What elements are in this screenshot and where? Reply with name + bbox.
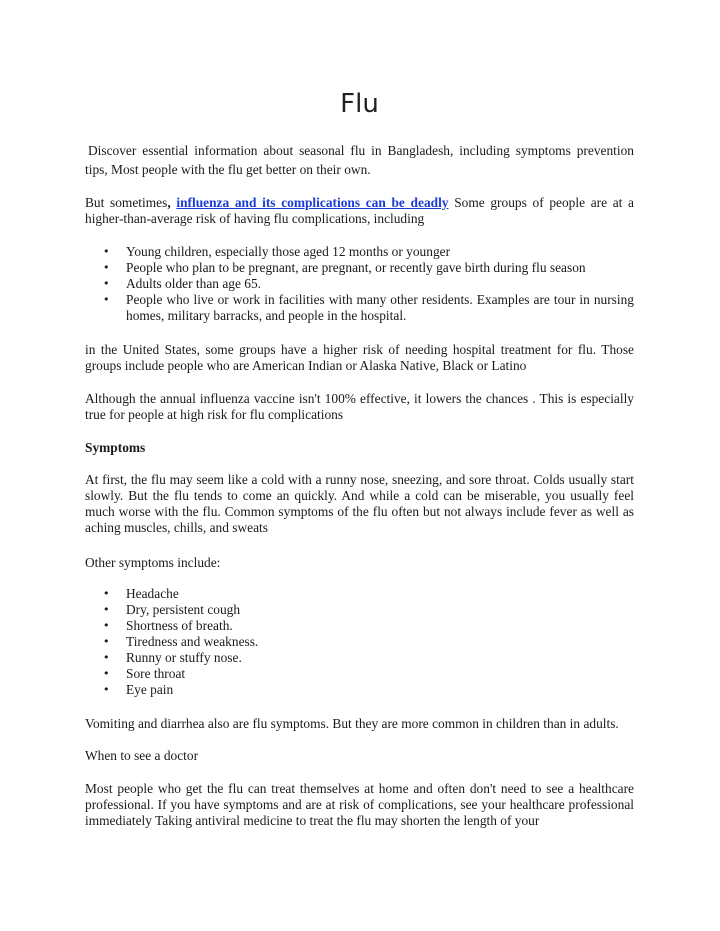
list-item: • Dry, persistent cough (85, 602, 634, 618)
symptoms-paragraph: At first, the flu may seem like a cold with a runny nose, sneezing, and sore throat. Colds usually start slowly. But the flu tends to come an quickly. And while a cold can be miserable, you usually feel much worse with the flu. Common symptoms of the flu often but not always include fever as well as aching muscles, chills, and sweats (85, 472, 634, 535)
list-item: • Shortness of breath. (85, 618, 634, 634)
list-item: • Headache (85, 586, 634, 602)
risk-groups-list (85, 244, 634, 324)
vomiting-paragraph: Vomiting and diarrhea also are flu symptoms. But they are more common in children than in adults. (85, 716, 619, 731)
complications-link[interactable]: influenza and its complications can be deadly (176, 195, 449, 210)
vaccine-paragraph: Although the annual influenza vaccine isn't 100% effective, it lowers the chances . This is especially true for people at high risk for flu complications (85, 391, 634, 422)
list-item: • People who plan to be pregnant, are pregnant, or recently gave birth during flu season (85, 260, 634, 276)
list-item: • Eye pain (85, 682, 634, 698)
list-item: • Sore throat (85, 666, 634, 682)
complications-trail-text: Some groups of people are at a higher-than-average risk of having flu complications, including (85, 195, 634, 226)
list-item: • Runny or stuffy nose. (85, 650, 634, 666)
other-symptoms-label: Other symptoms include: (85, 555, 221, 570)
us-risk-paragraph: in the United States, some groups have a higher risk of needing hospital treatment for flu. Those groups include people who are American Indian or Alaska Native, Black or Latino (85, 342, 634, 373)
symptoms-heading: Symptoms (85, 440, 146, 455)
doctor-heading: When to see a doctor (85, 748, 199, 763)
complications-lead-text: But sometimes (85, 195, 168, 210)
intro-paragraph: Discover essential information about seasonal flu in Bangladesh, including symptoms prevention tips, Most people with the flu get better on their own. (85, 143, 634, 177)
list-item: • Young children, especially those aged 12 months or younger (85, 244, 634, 260)
list-item: • Adults older than age 65. (85, 276, 634, 292)
other-symptoms-list (85, 586, 634, 698)
list-item: • Tiredness and weakness. (85, 634, 634, 650)
page-title: Flu (340, 89, 379, 119)
list-item: • People who live or work in facilities with many other residents. Examples are tour in nursing homes, military barracks, and people in the hospital. (85, 292, 634, 324)
complications-comma: , (167, 195, 171, 210)
doctor-paragraph: Most people who get the flu can treat themselves at home and often don't need to see a healthcare professional. If you have symptoms and are at risk of complications, see your healthcare professional immediately Taking antiviral medicine to treat the flu may shorten the length of your (85, 781, 634, 828)
complications-paragraph (85, 195, 634, 227)
